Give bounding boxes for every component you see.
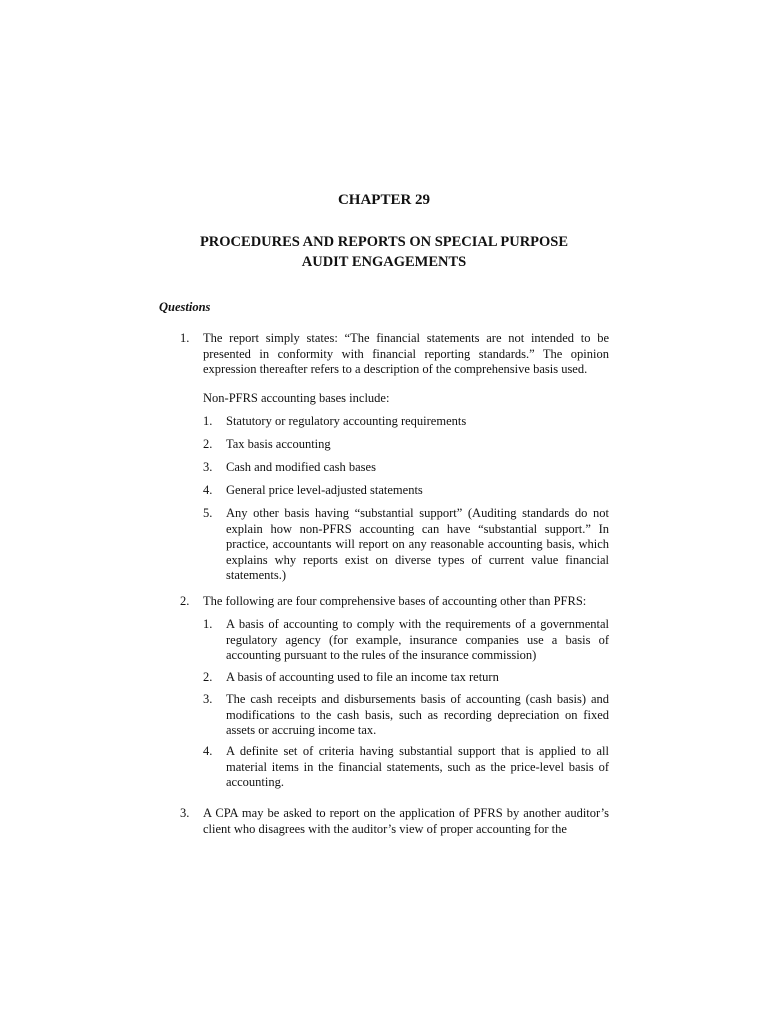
list-item-text: Cash and modified cash bases: [226, 460, 376, 474]
list-item-number: 1.: [203, 617, 213, 631]
list-item-number: 1.: [203, 414, 213, 428]
question-text: A CPA may be asked to report on the application of PFRS by another auditor’s client who disagrees with the auditor’s view of proper accounting for the: [203, 806, 609, 836]
list-item-number: 4.: [203, 483, 213, 497]
list-item-number: 5.: [203, 506, 213, 520]
list-item-text: Statutory or regulatory accounting requirements: [226, 414, 467, 428]
list-item-number: 4.: [203, 744, 213, 758]
chapter-title: [0, 232, 768, 272]
list-item-text: A basis of accounting used to file an income tax return: [226, 670, 499, 684]
chapter-title-line-2: AUDIT ENGAGEMENTS: [301, 254, 467, 270]
sub-intro: Non-PFRS accounting bases include:: [203, 391, 390, 405]
section-heading: Questions: [159, 300, 211, 314]
question-number: 2.: [180, 594, 190, 608]
chapter-heading: CHAPTER 29: [337, 192, 431, 208]
list-item-text: Tax basis accounting: [226, 437, 331, 451]
question-number: 3.: [180, 806, 190, 820]
list-item-text: The cash receipts and disbursements basis of accounting (cash basis) and modifications to the cash basis, such as recording depreciation on fixed assets or accruing income tax.: [226, 692, 609, 737]
list-item-number: 3.: [203, 460, 213, 474]
question-number: 1.: [180, 331, 190, 345]
list-item-text: Any other basis having “substantial support” (Auditing standards do not explain how non-PFRS accounting can have “substantial support.” In practice, accountants will report on any reasonable accounting basis, which explains why reports exist on diverse types of current value financial statements.): [226, 506, 609, 582]
list-item-text: A definite set of criteria having substantial support that is applied to all material items in the financial statements, such as the price-level basis of accounting.: [226, 744, 609, 789]
list-item-number: 2.: [203, 670, 213, 684]
list-item-number: 2.: [203, 437, 213, 451]
chapter-title-line-1: PROCEDURES AND REPORTS ON SPECIAL PURPOSE: [199, 234, 569, 250]
list-item-text: A basis of accounting to comply with the requirements of a governmental regulatory agency (for example, insurance companies use a basis of accounting pursuant to the rules of the insurance commission): [226, 617, 609, 662]
list-item-number: 3.: [203, 692, 213, 706]
list-item-text: General price level-adjusted statements: [226, 483, 423, 497]
question-text: The following are four comprehensive bases of accounting other than PFRS:: [203, 594, 587, 608]
question-text: The report simply states: “The financial statements are not intended to be presented in conformity with financial reporting standards.” The opinion expression thereafter refers to a description of the comprehensive basis used.: [203, 331, 609, 376]
